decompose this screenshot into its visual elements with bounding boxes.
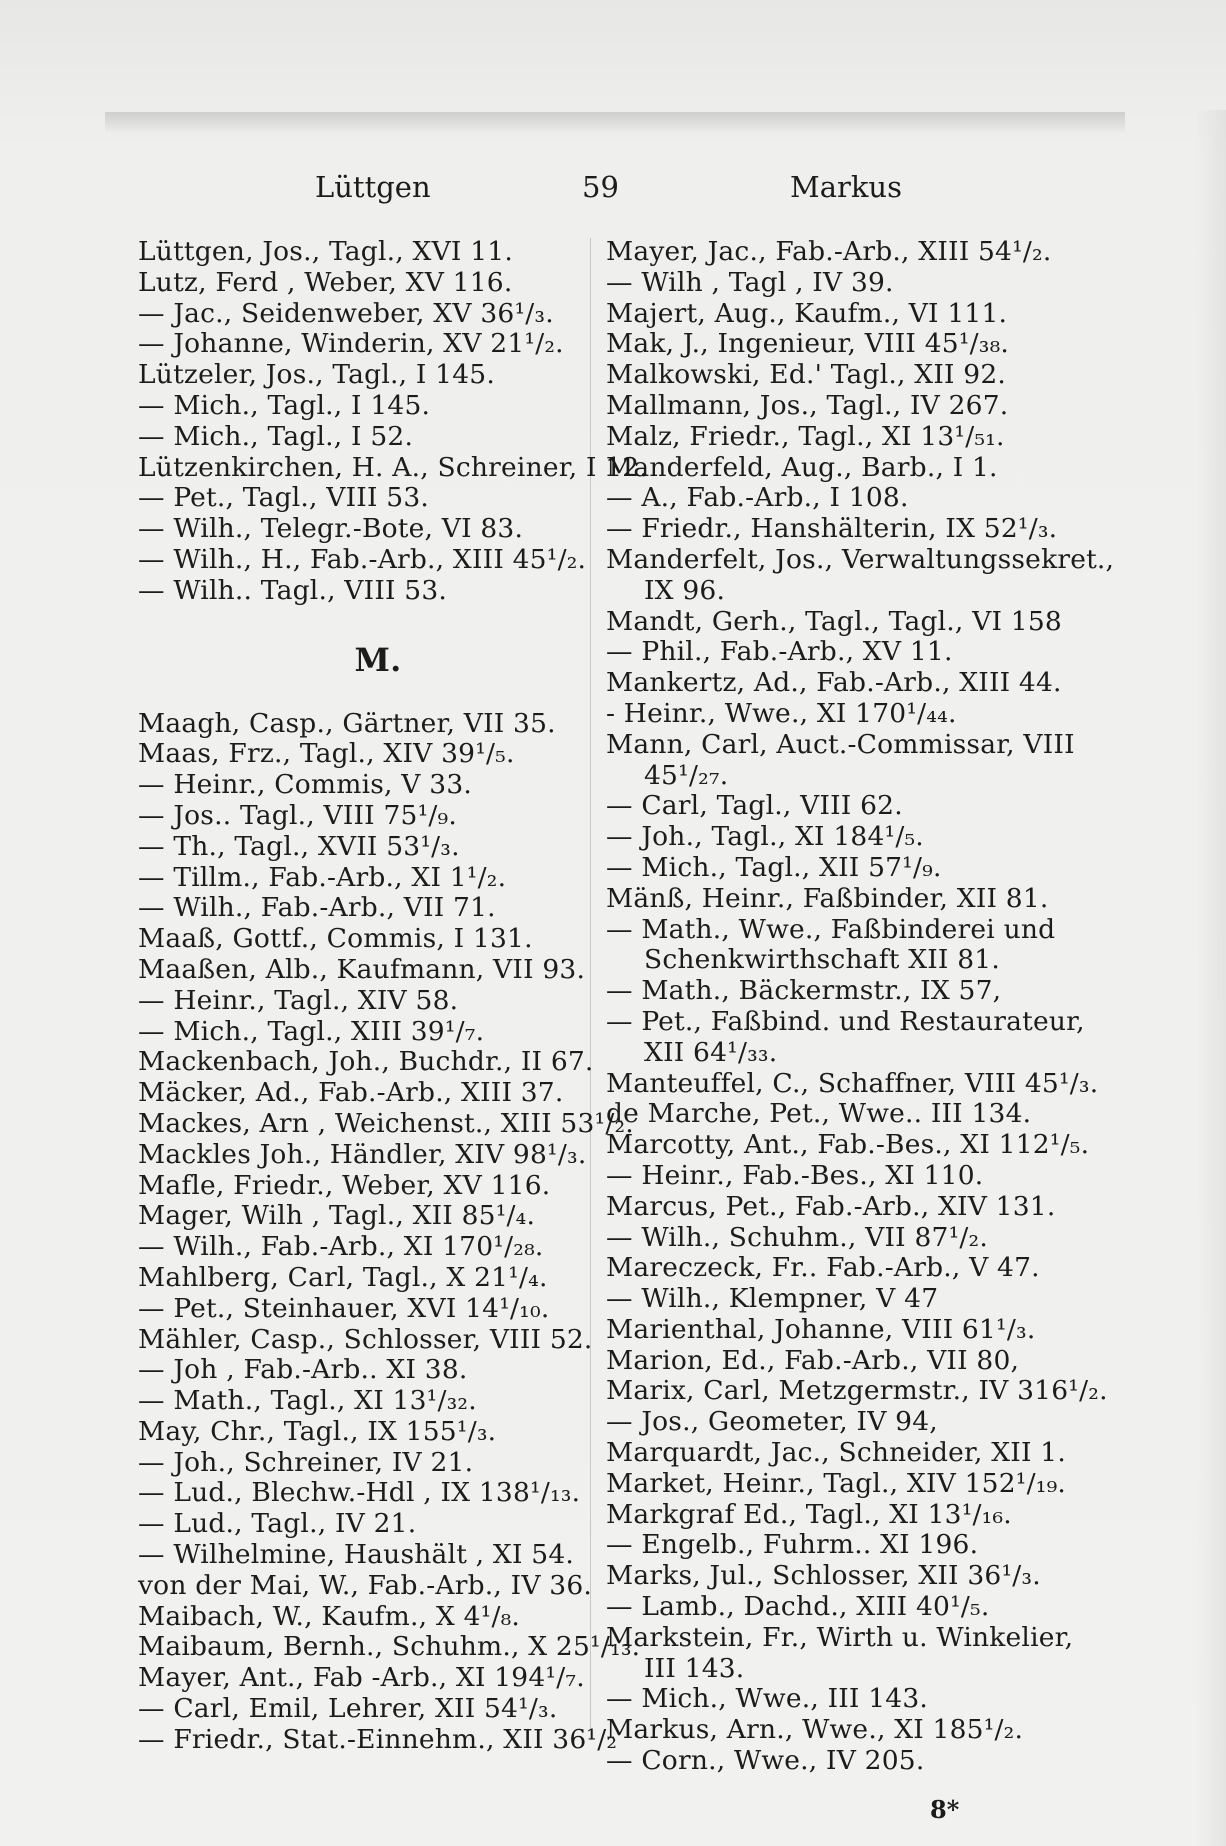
directory-entry: — Pet., Tagl., VIII 53. <box>138 482 430 514</box>
directory-entry: — Jos., Geometer, IV 94, <box>606 1406 938 1438</box>
directory-entry: Mänß, Heinr., Faßbinder, XII 81. <box>606 882 1049 914</box>
directory-entry: Marion, Ed., Fab.-Arb., VII 80, <box>606 1344 1020 1376</box>
directory-entry: Manderfelt, Jos., Verwaltungssekret., <box>606 543 1115 575</box>
directory-entry: Mackles Joh., Händler, XIV 98¹/₃. <box>138 1138 587 1170</box>
directory-entry: Marcotty, Ant., Fab.-Bes., XI 112¹/₅. <box>606 1129 1090 1161</box>
directory-entry: Lüttgen, Jos., Tagl., XVI 11. <box>138 236 513 267</box>
directory-entry: Maibaum, Bernh., Schuhm., X 25¹/₁₃. <box>138 1631 641 1663</box>
directory-entry: Mallmann, Jos., Tagl., IV 267. <box>606 389 1009 421</box>
directory-entry: — Heinr., Tagl., XIV 58. <box>138 984 459 1016</box>
directory-entry: von der Mai, W., Fab.-Arb., IV 36. <box>138 1569 593 1601</box>
left-entries-top <box>138 236 648 607</box>
directory-entry: Mager, Wilh , Tagl., XII 85¹/₄. <box>138 1200 536 1232</box>
directory-entry: Marks, Jul., Schlosser, XII 36¹/₃. <box>606 1560 1041 1592</box>
directory-entry: — Lud., Tagl., IV 21. <box>138 1508 417 1540</box>
directory-entry: Mandt, Gerh., Tagl., Tagl., VI 158 <box>606 605 1062 637</box>
directory-entry: — Mich., Tagl., XII 57¹/₉. <box>606 851 942 883</box>
directory-entry: — Wilh., Schuhm., VII 87¹/₂. <box>606 1221 988 1253</box>
running-header <box>0 170 1226 210</box>
directory-entry: Lützeler, Jos., Tagl., I 145. <box>138 359 495 391</box>
directory-entry: — Mich., Tagl., I 52. <box>138 420 414 452</box>
directory-entry: Mackenbach, Joh., Buchdr., II 67. <box>138 1046 594 1078</box>
directory-entry: — Carl, Tagl., VIII 62. <box>606 790 903 822</box>
directory-entry: Malkowski, Ed.' Tagl., XII 92. <box>606 359 1007 391</box>
directory-entry: — Friedr., Hanshälterin, IX 52¹/₃. <box>606 513 1058 545</box>
directory-entry: — A., Fab.-Arb., I 108. <box>606 482 909 514</box>
directory-entry: — Friedr., Stat.-Einnehm., XII 36¹/₂ <box>138 1723 618 1755</box>
directory-entry: Mayer, Ant., Fab -Arb., XI 194¹/₇. <box>138 1662 585 1694</box>
directory-entry: — Mich., Tagl., XIII 39¹/₇. <box>138 1015 485 1047</box>
directory-entry: - Heinr., Wwe., XI 170¹/₄₄. <box>606 697 957 729</box>
directory-entry: — Heinr., Commis, V 33. <box>138 769 472 801</box>
directory-entry: Mäcker, Ad., Fab.-Arb., XIII 37. <box>138 1077 564 1109</box>
directory-entry: Schenkwirthschaft XII 81. <box>644 944 1000 976</box>
directory-entry: — Wilhelmine, Haushält , XI 54. <box>138 1539 575 1571</box>
directory-entry: Marienthal, Johanne, VIII 61¹/₃. <box>606 1313 1036 1345</box>
directory-entry: — Wilh., H., Fab.-Arb., XIII 45¹/₂. <box>138 543 587 575</box>
header-left-catchword: Lüttgen <box>315 170 431 204</box>
directory-entry: — Pet., Faßbind. und Restaurateur, <box>606 1005 1085 1037</box>
directory-entry: Maaß, Gottf., Commis, I 131. <box>138 923 533 955</box>
directory-entry: — Jos.. Tagl., VIII 75¹/₉. <box>138 799 457 831</box>
directory-entry: — Math., Bäckermstr., IX 57, <box>606 975 1002 1007</box>
directory-entry: — Math., Tagl., XI 13¹/₃₂. <box>138 1385 477 1417</box>
directory-entry: IX 96. <box>644 574 726 606</box>
directory-entry: Markstein, Fr., Wirth u. Winkelier, <box>606 1621 1074 1653</box>
directory-entry: Mähler, Casp., Schlosser, VIII 52. <box>138 1323 593 1355</box>
directory-entry: Maibach, W., Kaufm., X 4¹/₈. <box>138 1600 521 1632</box>
directory-entry: — Lamb., Dachd., XIII 40¹/₅. <box>606 1591 990 1623</box>
directory-entry: de Marche, Pet., Wwe.. III 134. <box>606 1098 1032 1130</box>
header-right-catchword: Markus <box>790 170 902 204</box>
section-letter: M. <box>354 640 402 679</box>
scan-edge-shadow <box>105 112 1125 134</box>
directory-entry: Maaßen, Alb., Kaufmann, VII 93. <box>138 953 586 985</box>
directory-entry: — Jac., Seidenweber, XV 36¹/₃. <box>138 297 554 329</box>
directory-entry: Marix, Carl, Metzgermstr., IV 316¹/₂. <box>606 1375 1108 1407</box>
directory-entry: Market, Heinr., Tagl., XIV 152¹/₁₉. <box>606 1467 1067 1499</box>
directory-entry: — Corn., Wwe., IV 205. <box>606 1745 925 1777</box>
directory-entry: Mak, J., Ingenieur, VIII 45¹/₃₈. <box>606 328 1010 360</box>
directory-entry: Mareczeck, Fr.. Fab.-Arb., V 47. <box>606 1252 1040 1284</box>
directory-entry: Markgraf Ed., Tagl., XI 13¹/₁₆. <box>606 1498 1012 1530</box>
directory-entry: — Engelb., Fuhrm.. XI 196. <box>606 1529 979 1561</box>
directory-entry: Mafle, Friedr., Weber, XV 116. <box>138 1169 551 1201</box>
directory-entry: — Heinr., Fab.-Bes., XI 110. <box>606 1159 984 1191</box>
directory-entry: Markus, Arn., Wwe., XI 185¹/₂. <box>606 1714 1024 1746</box>
directory-entry: — Phil., Fab.-Arb., XV 11. <box>606 636 953 668</box>
directory-entry: Lutz, Ferd , Weber, XV 116. <box>138 266 513 298</box>
directory-entry: Malz, Friedr., Tagl., XI 13¹/₅₁. <box>606 420 1005 452</box>
directory-entry: Mankertz, Ad., Fab.-Arb., XIII 44. <box>606 667 1062 699</box>
directory-entry: Lützenkirchen, H. A., Schreiner, I 12. <box>138 451 648 483</box>
directory-entry: Mackes, Arn , Weichenst., XIII 53¹/₂. <box>138 1107 634 1139</box>
directory-entry: III 143. <box>644 1652 745 1684</box>
directory-entry: — Mich., Wwe., III 143. <box>606 1683 929 1715</box>
directory-entry: Mayer, Jac., Fab.-Arb., XIII 54¹/₂. <box>606 236 1052 267</box>
directory-entry: XII 64¹/₃₃. <box>644 1036 778 1068</box>
directory-entry: — Joh., Schreiner, IV 21. <box>138 1446 474 1478</box>
directory-entry: — Mich., Tagl., I 145. <box>138 389 431 421</box>
directory-entry: — Carl, Emil, Lehrer, XII 54¹/₃. <box>138 1693 558 1725</box>
directory-entry: — Pet., Steinhauer, XVI 14¹/₁₀. <box>138 1292 550 1324</box>
directory-entry: — Wilh.. Tagl., VIII 53. <box>138 574 448 606</box>
directory-entry: — Th., Tagl., XVII 53¹/₃. <box>138 830 460 862</box>
directory-entry: 45¹/₂₇. <box>644 759 729 791</box>
signature-mark: 8* <box>930 1795 960 1824</box>
directory-entry: Mann, Carl, Auct.-Commissar, VIII <box>606 728 1075 760</box>
directory-entry: Mahlberg, Carl, Tagl., X 21¹/₄. <box>138 1261 548 1293</box>
directory-entry: Maas, Frz., Tagl., XIV 39¹/₅. <box>138 738 515 770</box>
directory-entry: — Joh., Tagl., XI 184¹/₅. <box>606 821 924 853</box>
directory-entry: Majert, Aug., Kaufm., VI 111. <box>606 297 1008 329</box>
right-column <box>606 236 1115 1777</box>
directory-entry: — Joh , Fab.-Arb.. XI 38. <box>138 1354 468 1386</box>
directory-entry: May, Chr., Tagl., IX 155¹/₃. <box>138 1415 497 1447</box>
page-number: 59 <box>582 170 619 204</box>
directory-entry: Manteuffel, C., Schaffner, VIII 45¹/₃. <box>606 1067 1099 1099</box>
directory-entry: — Johanne, Winderin, XV 21¹/₂. <box>138 328 564 360</box>
left-column <box>138 236 648 1756</box>
directory-entry: — Wilh., Klempner, V 47 <box>606 1283 939 1315</box>
directory-entry: — Tillm., Fab.-Arb., XI 1¹/₂. <box>138 861 507 893</box>
directory-entry: — Math., Wwe., Faßbinderei und <box>606 913 1056 945</box>
left-entries-bottom <box>138 707 641 1756</box>
directory-entry: — Wilh., Fab.-Arb., VII 71. <box>138 892 496 924</box>
directory-entry: Manderfeld, Aug., Barb., I 1. <box>606 451 998 483</box>
directory-entry: — Lud., Blechw.-Hdl , IX 138¹/₁₃. <box>138 1477 581 1509</box>
directory-entry: Marcus, Pet., Fab.-Arb., XIV 131. <box>606 1190 1056 1222</box>
directory-entry: Marquardt, Jac., Schneider, XII 1. <box>606 1437 1066 1469</box>
directory-entry: — Wilh., Fab.-Arb., XI 170¹/₂₈. <box>138 1231 544 1263</box>
scan-right-shadow <box>1196 110 1226 1846</box>
directory-entry: — Wilh , Tagl , IV 39. <box>606 266 894 298</box>
directory-entry: Maagh, Casp., Gärtner, VII 35. <box>138 707 556 739</box>
directory-entry: — Wilh., Telegr.-Bote, VI 83. <box>138 513 524 545</box>
